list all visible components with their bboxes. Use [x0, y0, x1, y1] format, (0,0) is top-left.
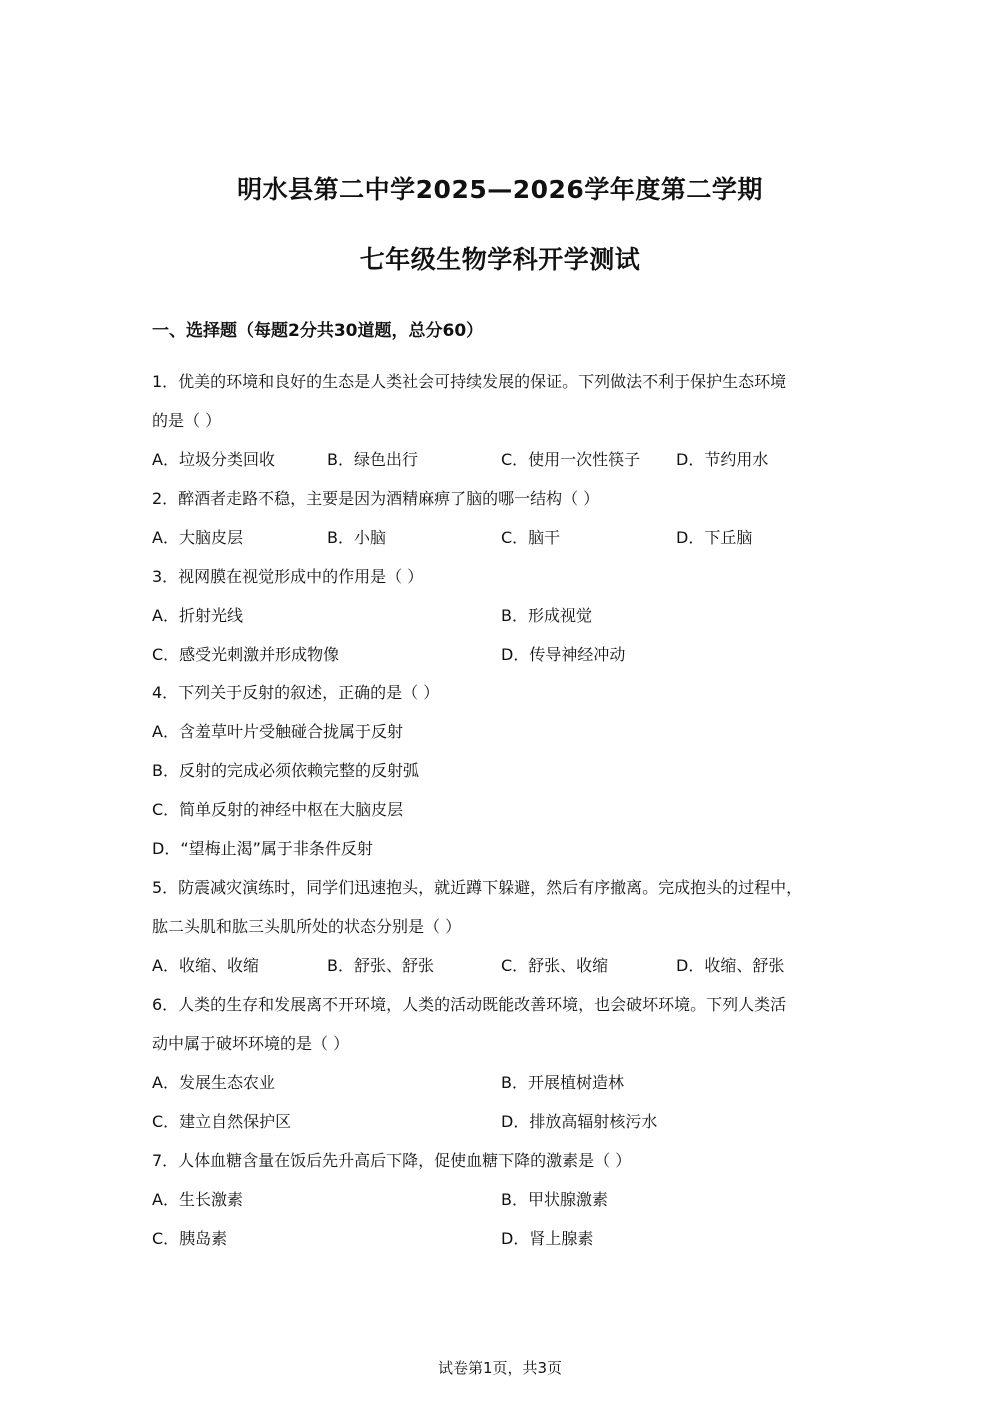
question-5-stem-line-1: 5．防震减灾演练时，同学们迅速抱头，就近蹲下躲避，然后有序撤离。完成抱头的过程中， — [152, 878, 803, 897]
question-2-stem: 2．醉酒者走路不稳，主要是因为酒精麻痹了脑的哪一结构（ ） — [152, 489, 600, 508]
question-7-option-a: A．生长激素 — [152, 1190, 243, 1209]
question-5-option-b: B．舒张、舒张 — [327, 956, 434, 975]
question-3-option-d: D．传导神经冲动 — [501, 645, 626, 664]
question-7-option-b: B．甲状腺激素 — [501, 1190, 608, 1209]
question-3-option-c: C．感受光刺激并形成物像 — [152, 645, 340, 664]
question-6-stem-line-1: 6．人类的生存和发展离不开环境，人类的活动既能改善环境，也会破坏环境。下列人类活 — [152, 995, 787, 1014]
page-subtitle: 七年级生物学科开学测试 — [359, 245, 641, 274]
question-2-option-d: D．下丘脑 — [676, 528, 753, 547]
question-4-option-a: A．含羞草叶片受触碰合拢属于反射 — [152, 722, 403, 741]
question-1-option-a: A．垃圾分类回收 — [152, 450, 275, 469]
question-3-option-b: B．形成视觉 — [501, 606, 592, 625]
question-1-stem-line-1: 1．优美的环境和良好的生态是人类社会可持续发展的保证。下列做法不利于保护生态环境 — [152, 372, 787, 391]
question-4-option-c: C．简单反射的神经中枢在大脑皮层 — [152, 800, 404, 819]
question-3-stem: 3．视网膜在视觉形成中的作用是（ ） — [152, 567, 424, 586]
question-6-option-a: A．发展生态农业 — [152, 1073, 275, 1092]
question-6-option-c: C．建立自然保护区 — [152, 1112, 292, 1131]
question-6-stem-line-2: 动中属于破坏环境的是（ ） — [152, 1034, 350, 1053]
question-6-option-b: B．开展植树造林 — [501, 1073, 624, 1092]
question-2-option-b: B．小脑 — [327, 528, 386, 547]
question-7-option-c: C．胰岛素 — [152, 1229, 228, 1248]
question-4-option-d: D．“望梅止渴”属于非条件反射 — [152, 839, 373, 858]
question-4-stem: 4．下列关于反射的叙述，正确的是（ ） — [152, 683, 440, 702]
page-footer: 试卷第1页，共3页 — [437, 1359, 563, 1377]
question-5-option-a: A．收缩、收缩 — [152, 956, 259, 975]
question-5-option-c: C．舒张、收缩 — [501, 956, 609, 975]
question-1-stem-line-2: 的是（ ） — [152, 411, 222, 430]
question-4-option-b: B．反射的完成必须依赖完整的反射弧 — [152, 761, 419, 780]
question-5-stem-line-2: 肱二头肌和肱三头肌所处的状态分别是（ ） — [152, 917, 462, 936]
question-1-option-c: C．使用一次性筷子 — [501, 450, 641, 469]
question-5-option-d: D．收缩、舒张 — [676, 956, 785, 975]
section-heading: 一、选择题（每题2分共30道题，总分60） — [152, 321, 484, 341]
question-7-stem: 7．人体血糖含量在饭后先升高后下降，促使血糖下降的激素是（ ） — [152, 1151, 632, 1170]
question-2-option-c: C．脑干 — [501, 528, 561, 547]
question-1-option-d: D．节约用水 — [676, 450, 769, 469]
question-3-option-a: A．折射光线 — [152, 606, 243, 625]
question-6-option-d: D．排放高辐射核污水 — [501, 1112, 658, 1131]
question-2-option-a: A．大脑皮层 — [152, 528, 243, 547]
page-title: 明水县第二中学2025—2026学年度第二学期 — [237, 175, 763, 204]
question-7-option-d: D．肾上腺素 — [501, 1229, 594, 1248]
question-1-option-b: B．绿色出行 — [327, 450, 418, 469]
